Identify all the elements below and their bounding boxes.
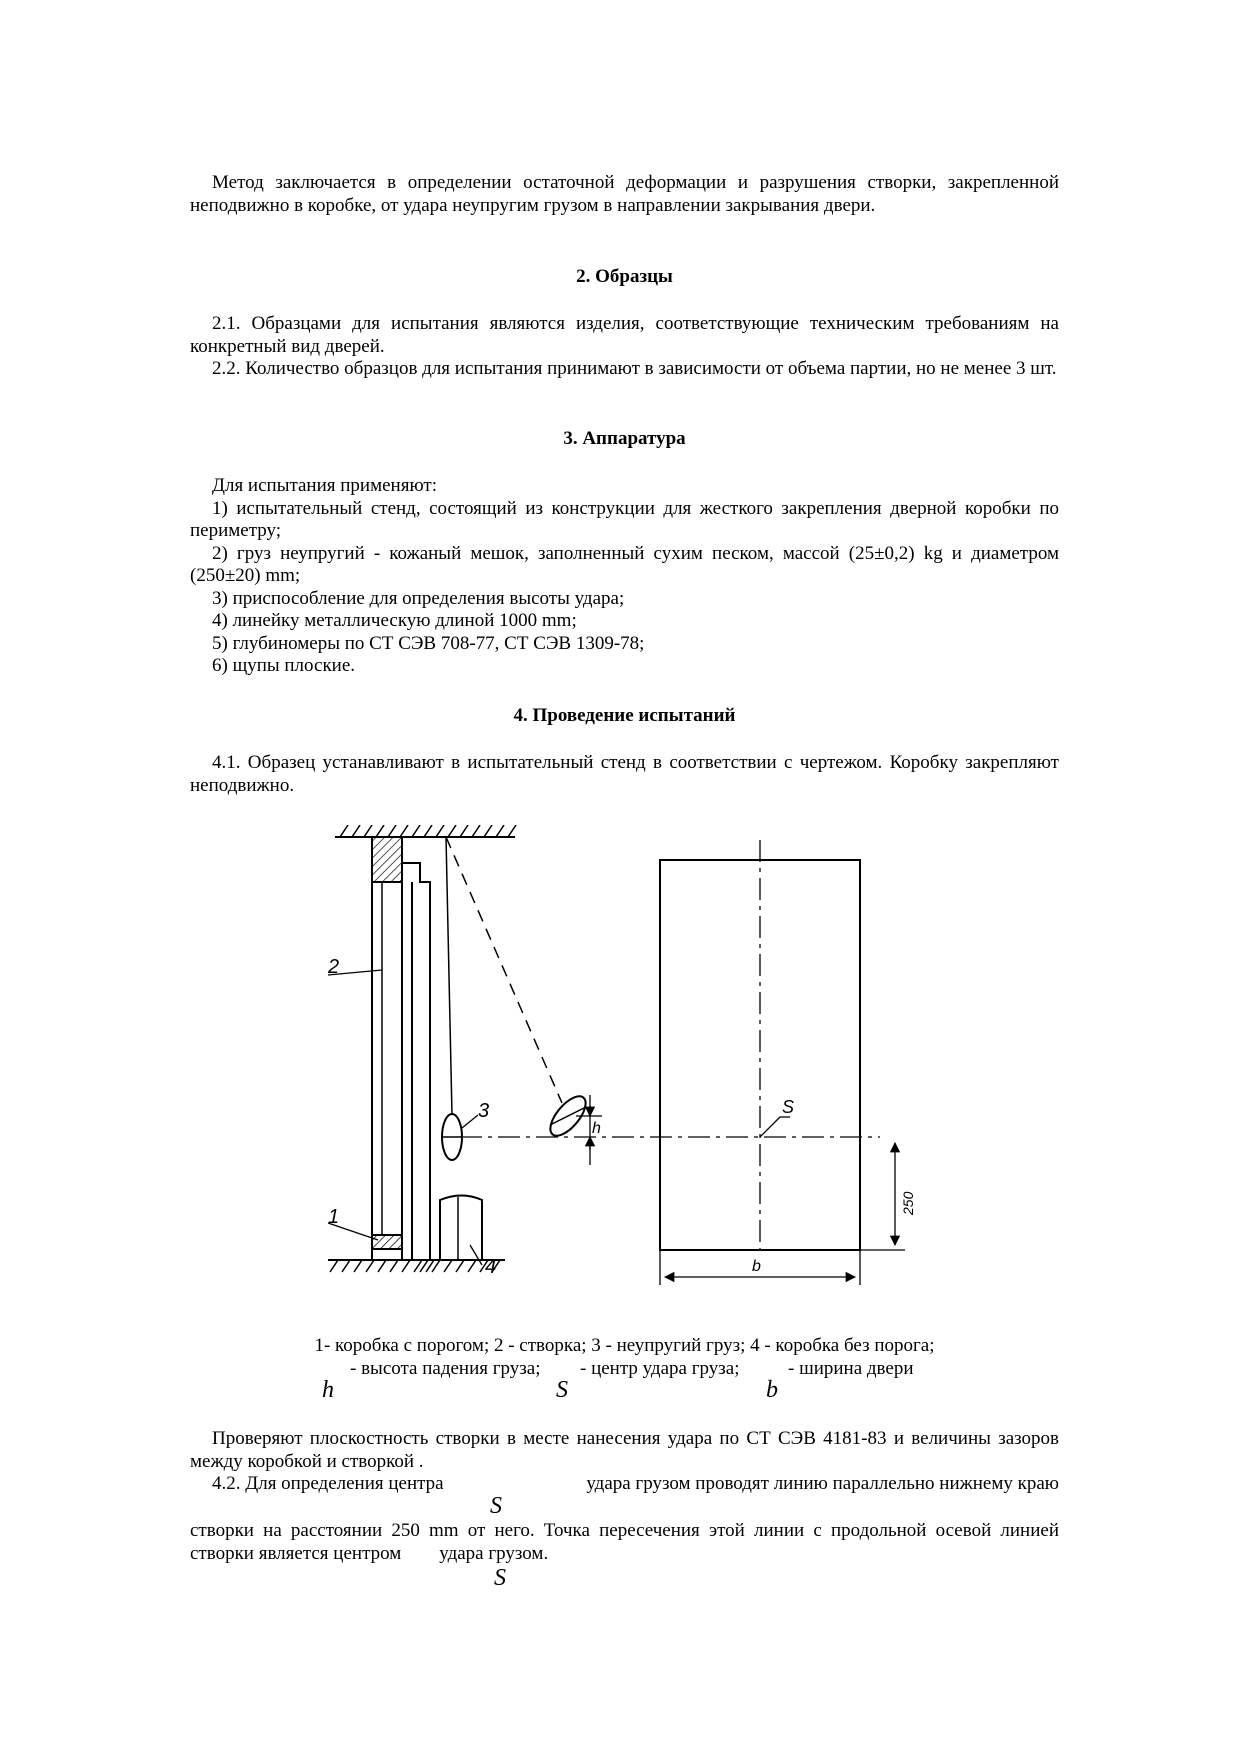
- drawing-svg: [320, 825, 920, 1315]
- frame-no-sill: [440, 1196, 482, 1261]
- section-2-body: [190, 313, 1059, 381]
- caption-s-text: - центр удара груза;: [580, 1358, 740, 1379]
- label-1: 1: [328, 1206, 340, 1228]
- caption-var-h: h: [322, 1377, 334, 1403]
- paragraph-4-2-var-s-2: S: [494, 1565, 506, 1591]
- post-figure-paragraph-1: Проверяют плоскостность створки в месте нанесения удара по СТ СЭВ 4181-83 и величины зазоров между коробкой и створкой .: [190, 1428, 1059, 1472]
- paragraph-4-2-text-c: створки на расстоянии 250 mm от него. Точка пересечения этой линии с продольной осевой линией створки является центром: [190, 1520, 1059, 1564]
- paragraph-4-2-var-s: S: [490, 1493, 502, 1519]
- sash: [402, 863, 430, 1260]
- label-h: h: [592, 1120, 601, 1137]
- section-3-item: 2) груз неупругий - кожаный мешок, заполненный сухим песком, массой (25±0,2) kg и диаметром (250±20) mm;: [190, 542, 1059, 586]
- sill: [372, 1235, 402, 1249]
- section-3-item: 4) линейку металлическую длиной 1000 mm;: [212, 610, 577, 631]
- section-3-item: 3) приспособление для определения высоты удара;: [212, 587, 625, 609]
- section-2-paragraph-2: 2.2. Количество образцов для испытания принимают в зависимости от объема партии, но не менее 3 шт.: [212, 358, 1057, 379]
- label-4: 4: [485, 1256, 497, 1278]
- section-3-item: 6) щупы плоские.: [212, 655, 356, 676]
- paragraph-4-2-part-a: 4.2. Для определения центра: [212, 1473, 444, 1494]
- section-4-title: 4. Проведение испытаний: [513, 705, 736, 726]
- frame-jamb: [372, 882, 402, 1260]
- section-3-title: 3. Аппаратура: [563, 428, 686, 449]
- paragraph-4-2-part-b: удара грузом проводят линию параллельно нижнему краю: [586, 1473, 1059, 1494]
- frame-head: [372, 837, 402, 882]
- section-2-title: 2. Образцы: [576, 266, 673, 287]
- caption-var-s: S: [556, 1377, 568, 1403]
- section-4-body: [190, 752, 1059, 797]
- test-stand-drawing: [320, 825, 920, 1315]
- paragraph-4-2-part-c: [190, 1520, 1059, 1565]
- section-4-paragraph-1: 4.1. Образец устанавливают в испытательный стенд в соответствии с чертежом. Коробку закрепляют неподвижно.: [190, 752, 1059, 796]
- pendulum-rope: [446, 837, 452, 1115]
- section-3-body: [190, 475, 1059, 678]
- intro-paragraph: Метод заключается в определении остаточной деформации и разрушения створки, закрепленной неподвижно в коробке, от удара неупругим грузом в направлении закрывания двери.: [190, 172, 1059, 216]
- post-figure-paragraph-1-block: [190, 1428, 1059, 1473]
- section-3-item: 1) испытательный стенд, состоящий из конструкции для жесткого закрепления дверной коробки по периметру;: [190, 497, 1059, 541]
- caption-var-b: b: [766, 1377, 778, 1403]
- section-2-paragraph-1: 2.1. Образцами для испытания являются изделия, соответствующие техническим требованиям на конкретный вид дверей.: [190, 313, 1059, 357]
- label-3: 3: [478, 1100, 490, 1122]
- caption-b-text: - ширина двери: [788, 1358, 914, 1379]
- label-250: 250: [900, 1191, 916, 1215]
- caption-h-text: - высота падения груза;: [350, 1358, 541, 1379]
- paragraph-4-2-part-d: удара грузом.: [439, 1542, 549, 1564]
- figure-caption-line-1: 1- коробка с порогом; 2 - створка; 3 - неупругий груз; 4 - коробка без порога;: [314, 1335, 935, 1356]
- label-b: b: [752, 1258, 761, 1275]
- ceiling-hatch: [340, 825, 516, 837]
- paragraph-4-2-continuation-block: [190, 1520, 1059, 1565]
- label-s: S: [782, 1097, 795, 1117]
- label-2: 2: [328, 956, 340, 978]
- swing-path: [446, 837, 562, 1103]
- intro-block: [190, 172, 1059, 217]
- section-3-item: 5) глубиномеры по СТ СЭВ 708-77, СТ СЭВ 1309-78;: [212, 632, 645, 654]
- section-3-lead: Для испытания применяют:: [212, 475, 437, 496]
